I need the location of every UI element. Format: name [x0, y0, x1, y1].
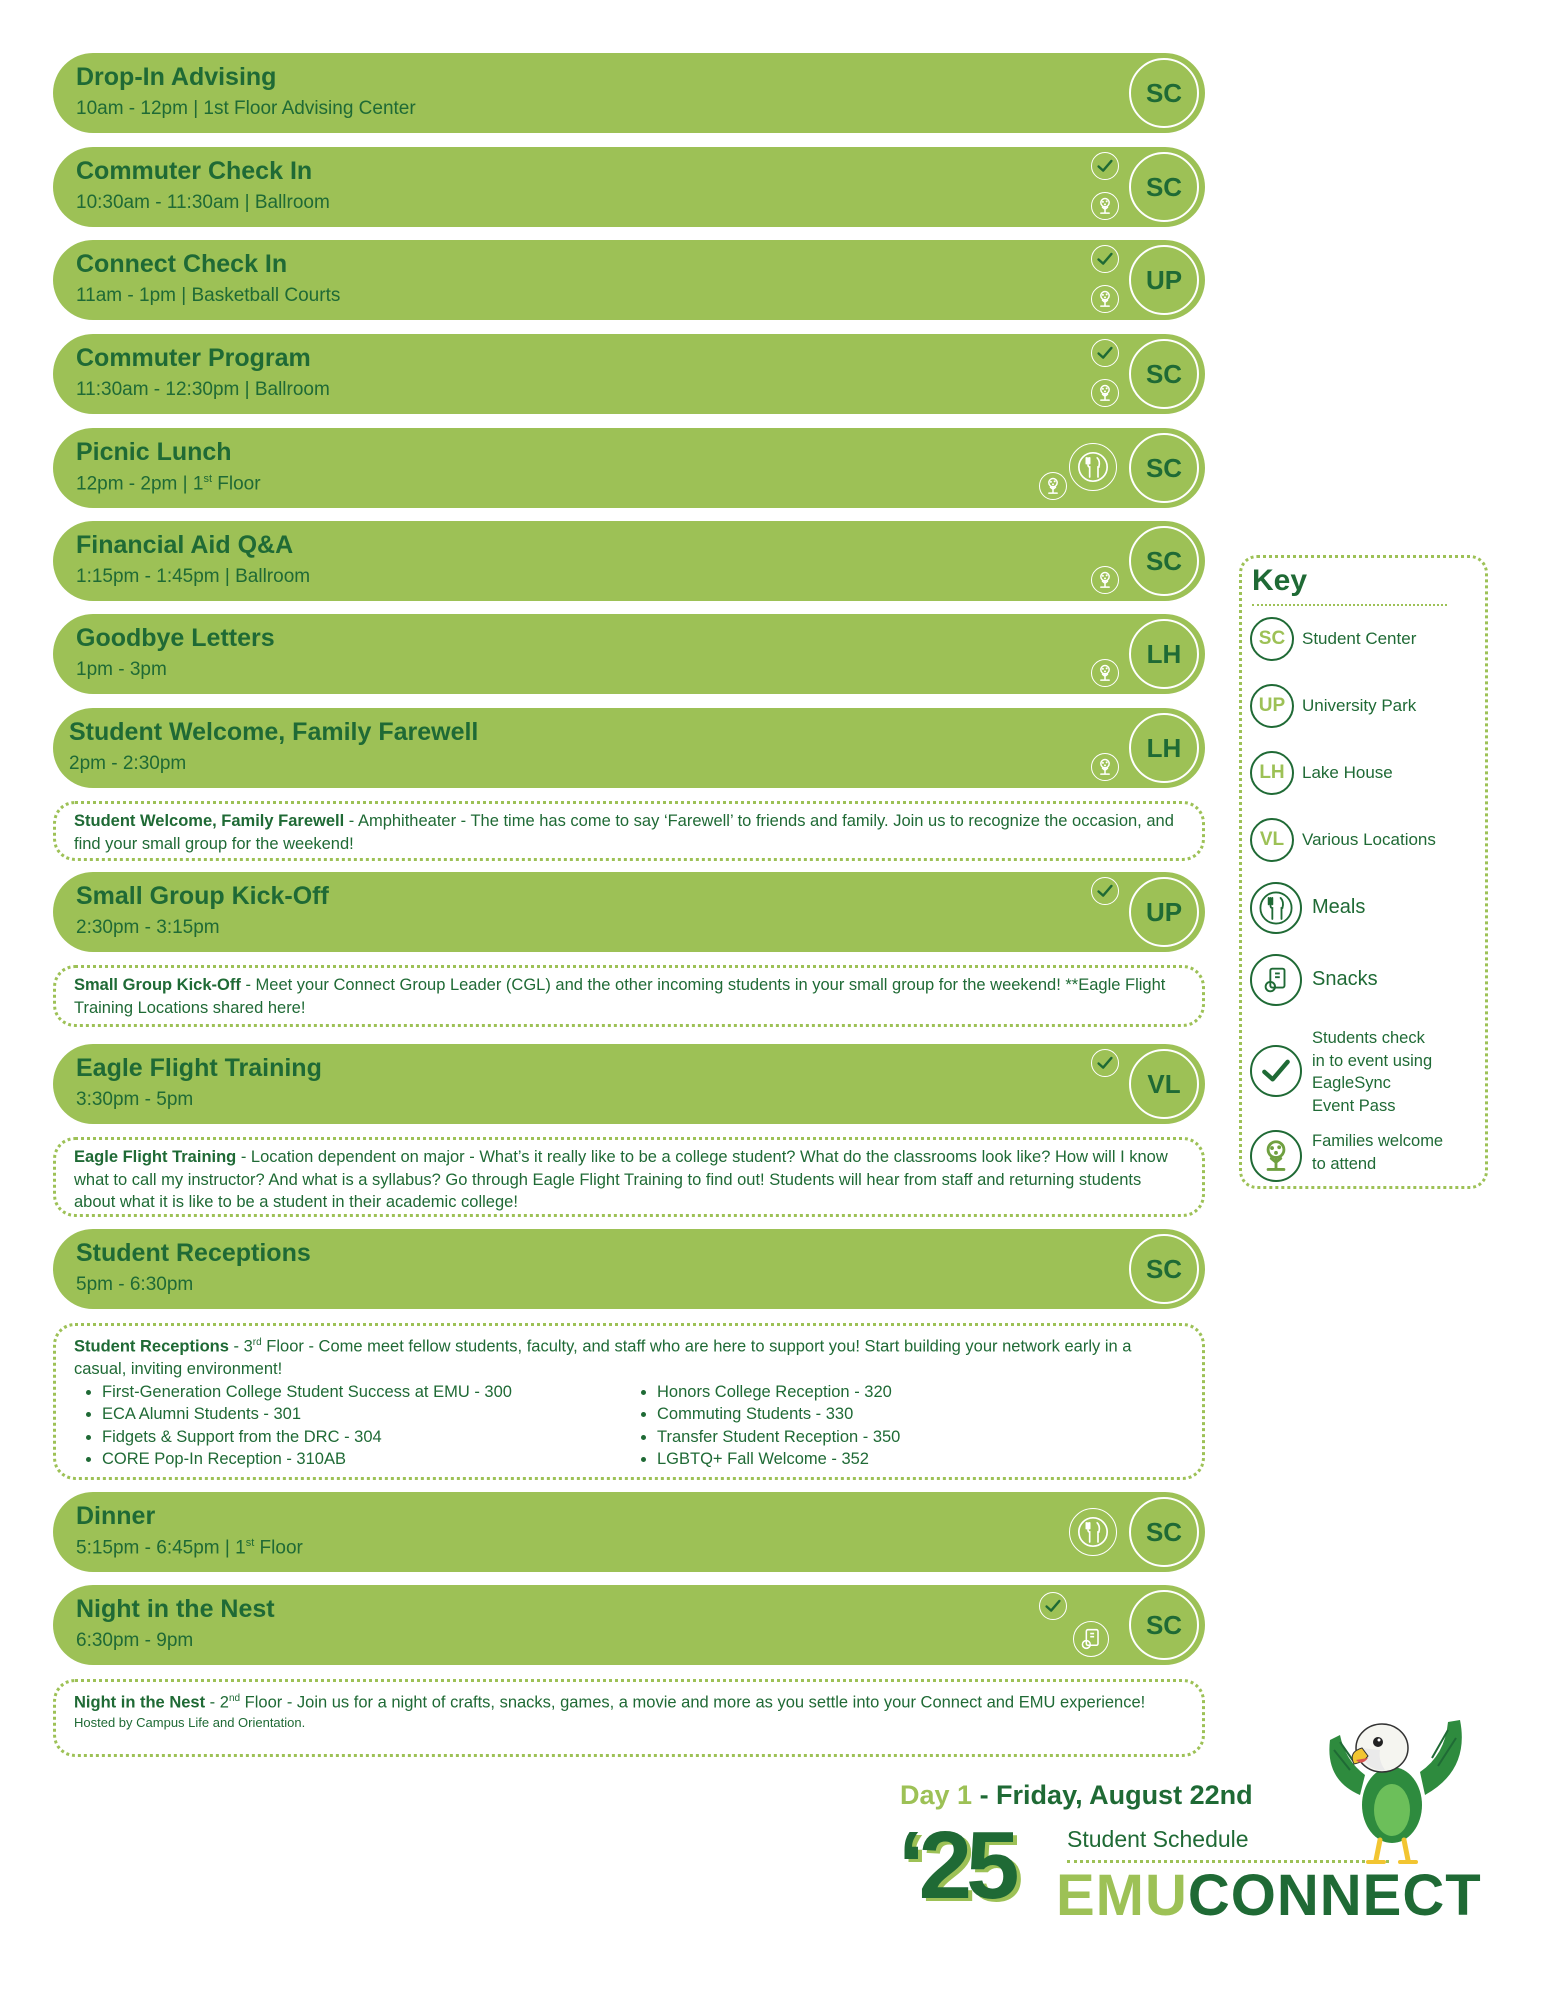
location-badge: LH: [1250, 751, 1294, 795]
reception-list-right: [629, 1381, 1184, 1471]
event-student-receptions: [53, 1229, 1205, 1309]
event-student-welcome: [53, 708, 1205, 788]
event-title: Night in the Nest: [76, 1595, 275, 1623]
event-title: Eagle Flight Training: [76, 1054, 322, 1082]
key-item-check-in: [1250, 1027, 1486, 1119]
event-details: 11am - 1pm | Basketball Courts: [76, 285, 341, 306]
event-title: Student Receptions: [76, 1239, 311, 1267]
key-title: Key: [1252, 564, 1308, 597]
year-mark: ‘25: [898, 1812, 1014, 1919]
event-eagle-flight-training: [53, 1044, 1205, 1124]
event-financial-aid-qa: [53, 521, 1205, 601]
key-legend: [1239, 555, 1488, 1189]
list-item: • Fidgets & Support from the DRC - 304: [102, 1426, 629, 1449]
event-details: 12pm - 2pm | 1st Floor: [76, 473, 261, 495]
event-details: 2pm - 2:30pm: [69, 753, 187, 774]
key-label: Families welcome to attend: [1312, 1132, 1444, 1173]
event-details: 3:30pm - 5pm: [76, 1089, 194, 1110]
event-details: 1:15pm - 1:45pm | Ballroom: [76, 566, 311, 587]
location-badge: SC: [1129, 526, 1199, 596]
event-title: Commuter Program: [76, 344, 311, 372]
location-badge: VL: [1129, 1049, 1199, 1119]
event-details: 10:30am - 11:30am | Ballroom: [76, 192, 330, 213]
key-item-lake-house: [1250, 751, 1486, 797]
event-details: 6:30pm - 9pm: [76, 1630, 194, 1651]
schedule-label: Student Schedule: [1067, 1826, 1249, 1852]
footer-branding: [880, 1700, 1520, 1990]
snacks-icon: [1073, 1621, 1109, 1657]
meals-icon: [1069, 1508, 1117, 1556]
list-item: • CORE Pop-In Reception - 310AB: [102, 1448, 629, 1471]
list-item: • Honors College Reception - 320: [657, 1381, 1184, 1404]
location-badge: SC: [1129, 1234, 1199, 1304]
event-details: 11:30am - 12:30pm | Ballroom: [76, 379, 330, 400]
event-small-group-kick-off: [53, 872, 1205, 952]
check-in-icon: [1091, 877, 1119, 905]
event-details: 2:30pm - 3:15pm: [76, 917, 220, 938]
location-badge: LH: [1129, 619, 1199, 689]
key-label: Students check in to event using EagleSync Event Pass: [1312, 1029, 1433, 1115]
key-label: Snacks: [1312, 968, 1378, 990]
event-picnic-lunch: [53, 428, 1205, 508]
description-student-welcome: Student Welcome, Family Farewell - Amphitheater - The time has come to say ‘Farewell’ to friends and family. Join us to recognize the occasion, and find your small group for the weekend!: [53, 801, 1205, 861]
description-eagle-flight-training: Eagle Flight Training - Location dependent on major - What’s it really like to be a college student? What do the classrooms look like? How will I know what to call my instructor? And what is a syllabus? Go through Eagle Flight Training to find out! Students will hear from staff and returning students about what it is like to be a student in their academic college!: [53, 1137, 1205, 1217]
key-label: University Park: [1302, 696, 1417, 715]
eagle-mascot: [1320, 1700, 1470, 1870]
event-connect-check-in: [53, 240, 1205, 320]
check-in-icon: [1250, 1045, 1302, 1097]
location-badge: SC: [1129, 58, 1199, 128]
event-title: Dinner: [76, 1502, 156, 1530]
key-label: Various Locations: [1302, 830, 1436, 849]
description-student-receptions: Student Receptions - 3rd Floor - Come meet fellow students, faculty, and staff who are here to support you! Start building your network early in a casual, inviting environment! • First-Generation College Student Success at EMU - 300 • ECA Alumni Students - 301 • Fidgets & Support from the DRC - 304 • CORE Pop-In Reception - 310AB • Honors College Reception - 320 • Commuting Students - 330 • Transfer Student Reception - 350 • LGBTQ+ Fall Welcome - 352: [53, 1323, 1205, 1480]
event-drop-in-advising: [53, 53, 1205, 133]
event-title: Commuter Check In: [76, 157, 313, 185]
brand-logo: EMUCONNECT: [1056, 1863, 1482, 1928]
reception-lists: [74, 1381, 1184, 1471]
description-small-group-kick-off: Small Group Kick-Off - Meet your Connect Group Leader (CGL) and the other incoming students in your small group for the weekend! **Eagle Flight Training Locations shared here!: [53, 965, 1205, 1027]
location-badge: VL: [1250, 818, 1294, 862]
family-tree-icon: [1250, 1130, 1302, 1182]
event-title: Picnic Lunch: [76, 438, 232, 466]
location-badge: SC: [1129, 1590, 1199, 1660]
event-commuter-program: [53, 334, 1205, 414]
event-goodbye-letters: [53, 614, 1205, 694]
event-title: Connect Check In: [76, 250, 288, 278]
event-details: 1pm - 3pm: [76, 659, 167, 680]
list-item: • Commuting Students - 330: [657, 1403, 1184, 1426]
key-item-student-center: [1250, 617, 1486, 663]
location-badge: UP: [1129, 877, 1199, 947]
list-item: • Transfer Student Reception - 350: [657, 1426, 1184, 1449]
family-tree-icon: [1091, 379, 1119, 407]
family-tree-icon: [1039, 472, 1067, 500]
key-item-snacks: [1250, 954, 1486, 1008]
key-item-meals: [1250, 882, 1486, 936]
family-tree-icon: [1091, 566, 1119, 594]
event-details: 5pm - 6:30pm: [76, 1274, 194, 1295]
location-badge: SC: [1129, 152, 1199, 222]
key-label: Meals: [1312, 896, 1366, 918]
reception-list-left: [74, 1381, 629, 1471]
check-in-icon: [1091, 152, 1119, 180]
key-item-university-park: [1250, 684, 1486, 730]
meals-icon: [1069, 443, 1117, 491]
event-title: Student Welcome, Family Farewell: [69, 718, 479, 746]
hosted-by-note: Hosted by Campus Life and Orientation.: [74, 1715, 306, 1730]
description-night-in-the-nest: Night in the Nest - 2nd Floor - Join us for a night of crafts, snacks, games, a movie and more as you settle into your Connect and EMU experience! Hosted by Campus Life and Orientation.: [53, 1679, 1205, 1757]
event-details: 5:15pm - 6:45pm | 1st Floor: [76, 1537, 303, 1559]
key-item-families: [1250, 1130, 1486, 1180]
event-title: Small Group Kick-Off: [76, 882, 329, 910]
event-night-in-the-nest: [53, 1585, 1205, 1665]
event-date: Day 1 - Friday, August 22nd: [900, 1780, 1253, 1810]
location-badge: SC: [1129, 433, 1199, 503]
location-badge: LH: [1129, 713, 1199, 783]
location-badge: SC: [1129, 1497, 1199, 1567]
check-in-icon: [1091, 1049, 1119, 1077]
check-in-icon: [1091, 339, 1119, 367]
event-commuter-check-in: [53, 147, 1205, 227]
location-badge: UP: [1129, 245, 1199, 315]
key-label: Student Center: [1302, 629, 1417, 648]
check-in-icon: [1091, 245, 1119, 273]
location-badge: UP: [1250, 684, 1294, 728]
list-item: • First-Generation College Student Success at EMU - 300: [102, 1381, 629, 1404]
event-title: Goodbye Letters: [76, 624, 275, 652]
family-tree-icon: [1091, 659, 1119, 687]
location-badge: SC: [1129, 339, 1199, 409]
event-details: 10am - 12pm | 1st Floor Advising Center: [76, 98, 416, 119]
key-item-various-locations: [1250, 818, 1486, 864]
event-dinner: [53, 1492, 1205, 1572]
key-label: Lake House: [1302, 763, 1393, 782]
family-tree-icon: [1091, 192, 1119, 220]
family-tree-icon: [1091, 285, 1119, 313]
event-title: Drop-In Advising: [76, 63, 277, 91]
event-title: Financial Aid Q&A: [76, 531, 294, 559]
meals-icon: [1250, 882, 1302, 934]
list-item: • LGBTQ+ Fall Welcome - 352: [657, 1448, 1184, 1471]
family-tree-icon: [1091, 753, 1119, 781]
location-badge: SC: [1250, 617, 1294, 661]
check-in-icon: [1039, 1592, 1067, 1620]
snacks-icon: [1250, 954, 1302, 1006]
key-divider: [1252, 604, 1447, 606]
list-item: • ECA Alumni Students - 301: [102, 1403, 629, 1426]
